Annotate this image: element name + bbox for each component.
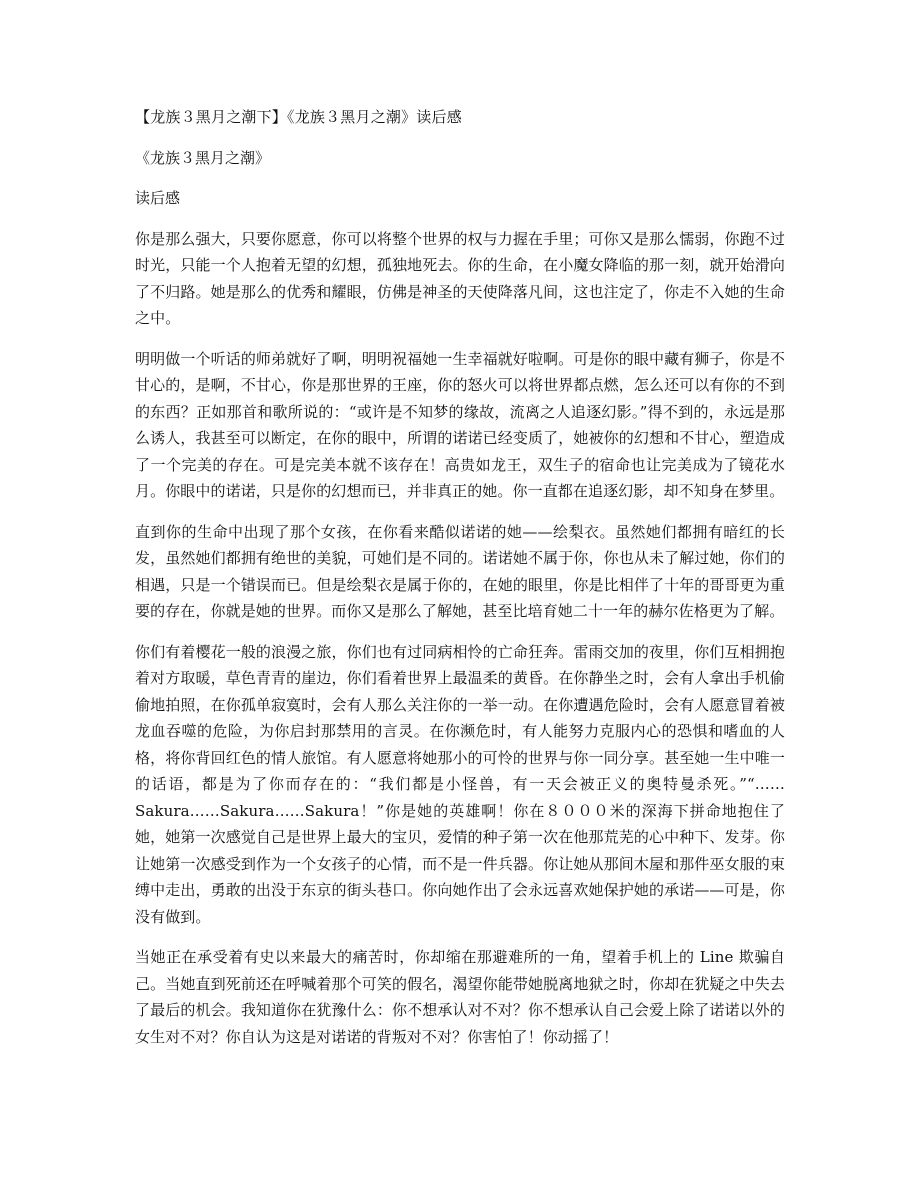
paragraph: 你们有着樱花一般的浪漫之旅，你们也有过同病相怜的亡命狂奔。雷雨交加的夜里，你们互相拥抱着对方取暖，草色青青的崖边，你们看着世界上最温柔的黄昏。在你静坐之时，会有人拿出手机偷偷地拍照，在你孤单寂寞时，会有人那么关注你的一举一动。在你遭遇危险时，会有人愿意冒着被龙血吞噬的危险，为你启封那禁用的言灵。在你濒危时，有人能努力克服内心的恐惧和嗜血的人格，将你背回红色的情人旅馆。有人愿意将她那小的可怜的世界与你一同分享。甚至她一生中唯一的话语，都是为了你而存在的：“我们都是小怪兽，有一天会被正义的奥特曼杀死。”“……Sakura……Sakura……Sakura！”你是她的英雄啊！你在８０００米的深海下拼命地抱住了她，她第一次感觉自己是世界上最大的宝贝，爱情的种子第一次在他那荒芜的心中种下、发芽。你让她第一次感受到作为一个女孩子的心情，而不是一件兵器。你让她从那间木屋和那件巫女服的束缚中走出，勇敢的出没于东京的街头巷口。你向她作出了会永远喜欢她保护她的承诺——可是，你没有做到。 bbox=[135, 642, 785, 926]
book-title: 《龙族３黑月之潮》 bbox=[135, 148, 271, 167]
paragraph: 直到你的生命中出现了那个女孩，在你看来酷似诺诺的她——绘梨衣。虽然她们都拥有暗红的长发，虽然她们都拥有绝世的美貌，可她们是不同的。诺诺她不属于你，你也从未了解过她，你们的相遇，只是一个错误而已。但是绘梨衣是属于你的，在她的眼里，你是比相伴了十年的哥哥更为重要的存在，你就是她的世界。而你又是那么了解她，甚至比培育她二十一年的赫尔佐格更为了解。 bbox=[135, 522, 785, 620]
document-title: 【龙族３黑月之潮下】《龙族３黑月之潮》读后感 bbox=[135, 108, 462, 126]
document-page bbox=[135, 104, 785, 1064]
section-label: 读后感 bbox=[135, 189, 181, 207]
paragraph: 明明做一个听话的师弟就好了啊，明明祝福她一生幸福就好啦啊。可是你的眼中藏有狮子，你是不甘心的，是啊，不甘心，你是那世界的王座，你的怒火可以将世界都点燃，怎么还可以有你的不到的东西？正如那首和歌所说的：“或许是不知梦的缘故，流离之人追逐幻影。”得不到的，永远是那么诱人，我甚至可以断定，在你的眼中，所谓的诺诺已经变质了，她被你的幻想和不甘心，塑造成了一个完美的存在。可是完美本就不该存在！高贵如龙王，双生子的宿命也让完美成为了镜花水月。你眼中的诺诺，只是你的幻想而已，并非真正的她。你一直都在追逐幻影，却不知身在梦里。 bbox=[135, 349, 785, 500]
paragraph: 当她正在承受着有史以来最大的痛苦时，你却缩在那避难所的一角，望着手机上的 Line 欺骗自己。当她直到死前还在呼喊着那个可笑的假名，渴望你能带她脱离地狱之时，你却在犹疑之中失去了最后的机会。我知道你在犹豫什么：你不想承认对不对？你不想承认自己会爱上除了诺诺以外的女生对不对？你自认为这是对诺诺的背叛对不对？你害怕了！你动摇了！ bbox=[135, 948, 785, 1046]
paragraph: 你是那么强大，只要你愿意，你可以将整个世界的权与力握在手里；可你又是那么懦弱，你跑不过时光，只能一个人抱着无望的幻想，孤独地死去。你的生命，在小魔女降临的那一刻，就开始滑向了不归路。她是那么的优秀和耀眼，仿佛是神圣的天使降落凡间，这也注定了，你走不入她的生命之中。 bbox=[135, 229, 785, 327]
